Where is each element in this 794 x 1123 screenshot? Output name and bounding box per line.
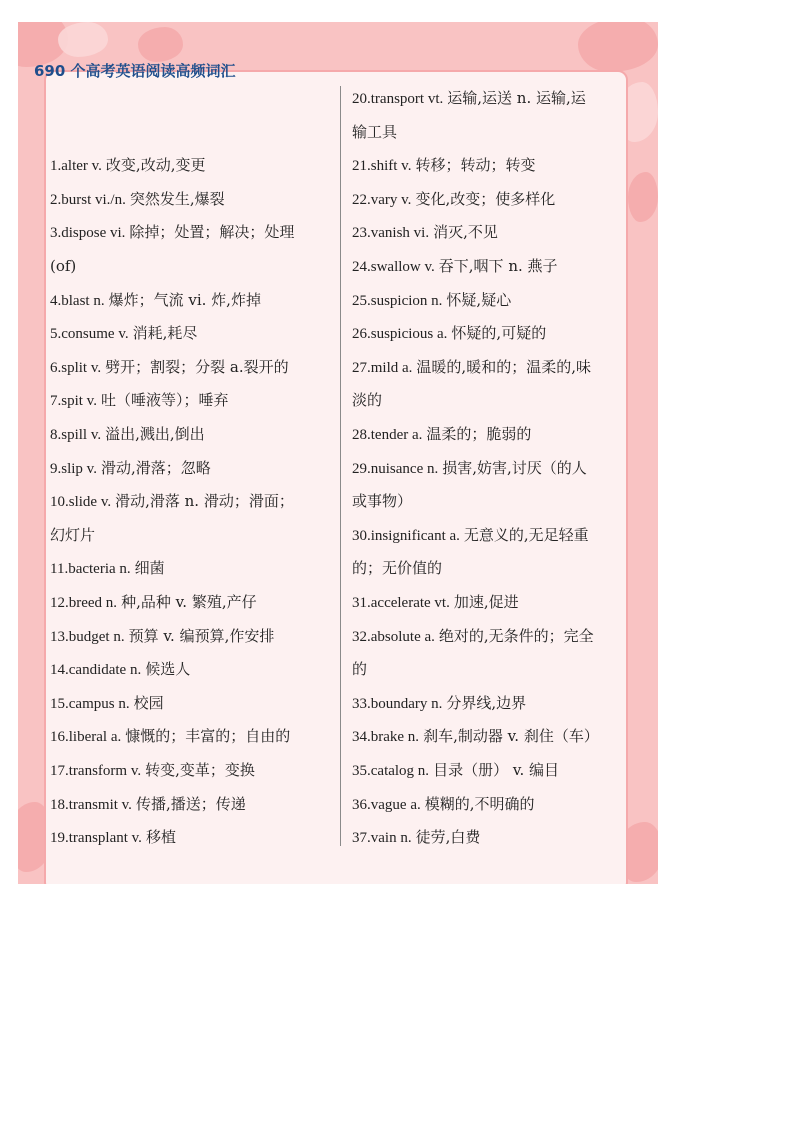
vocab-word: 12.breed n. [50, 595, 118, 611]
vocab-definition: 校园 [133, 693, 164, 712]
vocab-definition: 种,品种 v. 繁殖,产仔 [121, 593, 257, 611]
vocab-word: 33.boundary n. [352, 695, 443, 712]
vocab-word: 21.shift v. [352, 158, 412, 175]
vocab-entry [50, 653, 190, 688]
vocab-definition: 吐（唾液等）；唾弃 [100, 391, 229, 410]
vocab-definition: 加速,促进 [453, 593, 519, 611]
vocab-entry [50, 485, 294, 520]
vocab-definition: 损害,妨害,讨厌（的人 [442, 458, 587, 477]
vocab-entry [352, 788, 535, 823]
vocab-definition: 细菌 [134, 559, 165, 578]
vocab-word: 6.split v. [50, 359, 102, 376]
vocab-word: 20.transport vt. [352, 91, 444, 107]
vocab-word: 35.catalog n. [352, 763, 430, 779]
vocab-definition: 怀疑的,可疑的 [451, 324, 547, 343]
vocab-entry [50, 620, 274, 655]
vocab-word: 32.absolute a. [352, 628, 435, 645]
vocab-word: 2.burst vi./n. [50, 191, 126, 208]
vocab-entry [352, 250, 558, 285]
vocab-word: 26.suspicious a. [352, 326, 448, 343]
vocab-definition-continued: (of) [50, 257, 77, 275]
vocab-definition: 溢出,溅出,倒出 [105, 425, 205, 443]
page-frame [18, 22, 658, 884]
vocab-definition: 绝对的,无条件的；完全 [438, 626, 594, 645]
vocab-entry [50, 149, 205, 184]
vocab-word: 24.swallow v. [352, 259, 435, 275]
vocab-word: 19.transplant v. [50, 830, 142, 847]
vocab-definition: 温暖的,暖和的；温柔的,味 [416, 357, 591, 376]
vocab-definition: 劈开；割裂；分裂 a.裂开的 [105, 357, 289, 376]
vocab-entry [50, 788, 246, 823]
vocab-definition: 刹车,制动器 v. 刹住（车） [423, 727, 599, 746]
vocab-definition: 消灭,不见 [433, 223, 498, 242]
vocab-entry [352, 317, 546, 352]
vocab-entry [50, 720, 290, 755]
vocab-entry [50, 216, 294, 251]
vocab-definition-continued: 幻灯片 [50, 525, 96, 544]
vocab-word: 31.accelerate vt. [352, 595, 450, 611]
vocab-definition-continued: 淡的 [352, 391, 383, 410]
vocab-entry [50, 586, 257, 621]
vocab-definition: 转变,变革；变换 [145, 761, 255, 779]
vocab-entry [352, 519, 589, 554]
vocab-word: 7.spit v. [50, 393, 97, 410]
vocab-entry [352, 418, 531, 453]
vocab-entry [352, 452, 587, 487]
vocab-entry [50, 452, 211, 487]
vocab-definition: 无意义的,无足轻重 [463, 525, 589, 544]
vocab-definition: 转移；转动；转变 [415, 156, 536, 175]
vocab-word: 15.campus n. [50, 695, 130, 712]
vocab-definition: 移植 [145, 828, 176, 847]
vocab-definition-continued: 输工具 [352, 122, 398, 141]
vocab-word: 28.tender a. [352, 427, 423, 443]
vocab-definition: 运输,运送 n. 运输,运 [447, 89, 586, 107]
vocab-definition: 传播,播送；传递 [135, 794, 246, 813]
vocab-entry [352, 821, 480, 856]
vocab-entry [50, 284, 261, 319]
vocab-definition: 改变,改动,变更 [105, 156, 206, 175]
vocab-word: 3.dispose vi. [50, 225, 126, 242]
page-title: 690 个高考英语阅读高频词汇 [34, 62, 236, 80]
vocab-definition: 分界线,边界 [446, 693, 527, 712]
vocab-entry [352, 687, 526, 722]
vocab-word: 5.consume v. [50, 326, 129, 343]
vocab-definition: 吞下,咽下 n. 燕子 [438, 257, 558, 275]
vocab-word: 29.nuisance n. [352, 460, 439, 477]
vocab-entry [50, 384, 228, 419]
vocab-word: 9.slip v. [50, 460, 97, 477]
vocab-entry [352, 586, 519, 621]
vocab-word: 1.alter v. [50, 158, 102, 175]
vocab-definition: 模糊的,不明确的 [424, 794, 535, 813]
vocab-word: 22.vary v. [352, 191, 412, 208]
vocab-definition: 慷慨的；丰富的；自由的 [125, 727, 291, 746]
petal-decoration [58, 22, 108, 57]
vocab-entry [50, 552, 165, 587]
vocab-entry [50, 317, 197, 352]
vocab-definition: 候选人 [145, 660, 191, 679]
vocab-definition: 爆炸；气流 vi. 炸,炸掉 [108, 290, 261, 309]
vocab-definition: 徒劳,白费 [415, 828, 481, 847]
vocab-definition: 滑动,滑落 n. 滑动；滑面； [115, 492, 294, 511]
vocab-word: 30.insignificant a. [352, 527, 460, 544]
vocab-word: 18.transmit v. [50, 796, 132, 813]
vocab-definition: 温柔的；脆弱的 [426, 425, 532, 443]
vocab-entry [352, 754, 559, 789]
vocab-entry [352, 149, 535, 184]
vocab-word: 16.liberal a. [50, 729, 122, 746]
vocab-definition: 变化,改变；使多样化 [415, 189, 556, 208]
vocab-entry [352, 620, 594, 655]
vocab-entry [50, 687, 164, 722]
vocab-definition: 怀疑,疑心 [446, 290, 512, 309]
vocab-definition: 预算 v. 编预算,作安排 [128, 626, 275, 645]
vocab-word: 27.mild a. [352, 359, 413, 376]
vocab-entry [352, 82, 586, 117]
vocab-definition-continued: 的 [352, 660, 368, 679]
vocab-word: 4.blast n. [50, 292, 105, 309]
vocab-entry [352, 351, 591, 386]
vocab-definition-continued: 或事物） [352, 492, 413, 511]
vocab-definition: 消耗,耗尽 [132, 324, 198, 343]
vocab-definition: 除掉；处置；解决；处理 [129, 223, 295, 242]
vocab-word: 8.spill v. [50, 427, 102, 443]
vocab-entry [50, 754, 255, 789]
vocab-word: 25.suspicion n. [352, 292, 443, 309]
petal-decoration [138, 27, 183, 62]
petal-decoration [578, 22, 658, 72]
vocab-word: 14.candidate n. [50, 662, 142, 679]
vocab-word: 23.vanish vi. [352, 225, 430, 242]
vocabulary-card [44, 70, 628, 884]
vocab-definition: 滑动,滑落；忽略 [100, 458, 211, 477]
column-divider [340, 86, 341, 846]
vocab-entry [50, 351, 289, 386]
vocab-word: 34.brake n. [352, 729, 420, 746]
vocab-entry [352, 720, 599, 755]
vocab-entry [50, 821, 176, 856]
vocab-entry [50, 418, 205, 453]
petal-decoration [628, 172, 658, 222]
vocab-definition: 目录（册） v. 编目 [433, 761, 560, 779]
vocab-word: 37.vain n. [352, 830, 412, 847]
vocab-definition-continued: 的；无价值的 [352, 559, 443, 578]
vocab-entry [352, 183, 555, 218]
vocab-word: 11.bacteria n. [50, 561, 131, 578]
vocab-word: 13.budget n. [50, 628, 125, 645]
vocab-word: 17.transform v. [50, 763, 142, 779]
vocab-word: 36.vague a. [352, 796, 421, 813]
vocab-entry [352, 216, 498, 251]
vocab-definition: 突然发生,爆裂 [129, 189, 225, 208]
vocab-entry [50, 183, 225, 218]
vocab-word: 10.slide v. [50, 494, 112, 511]
vocab-entry [352, 284, 511, 319]
